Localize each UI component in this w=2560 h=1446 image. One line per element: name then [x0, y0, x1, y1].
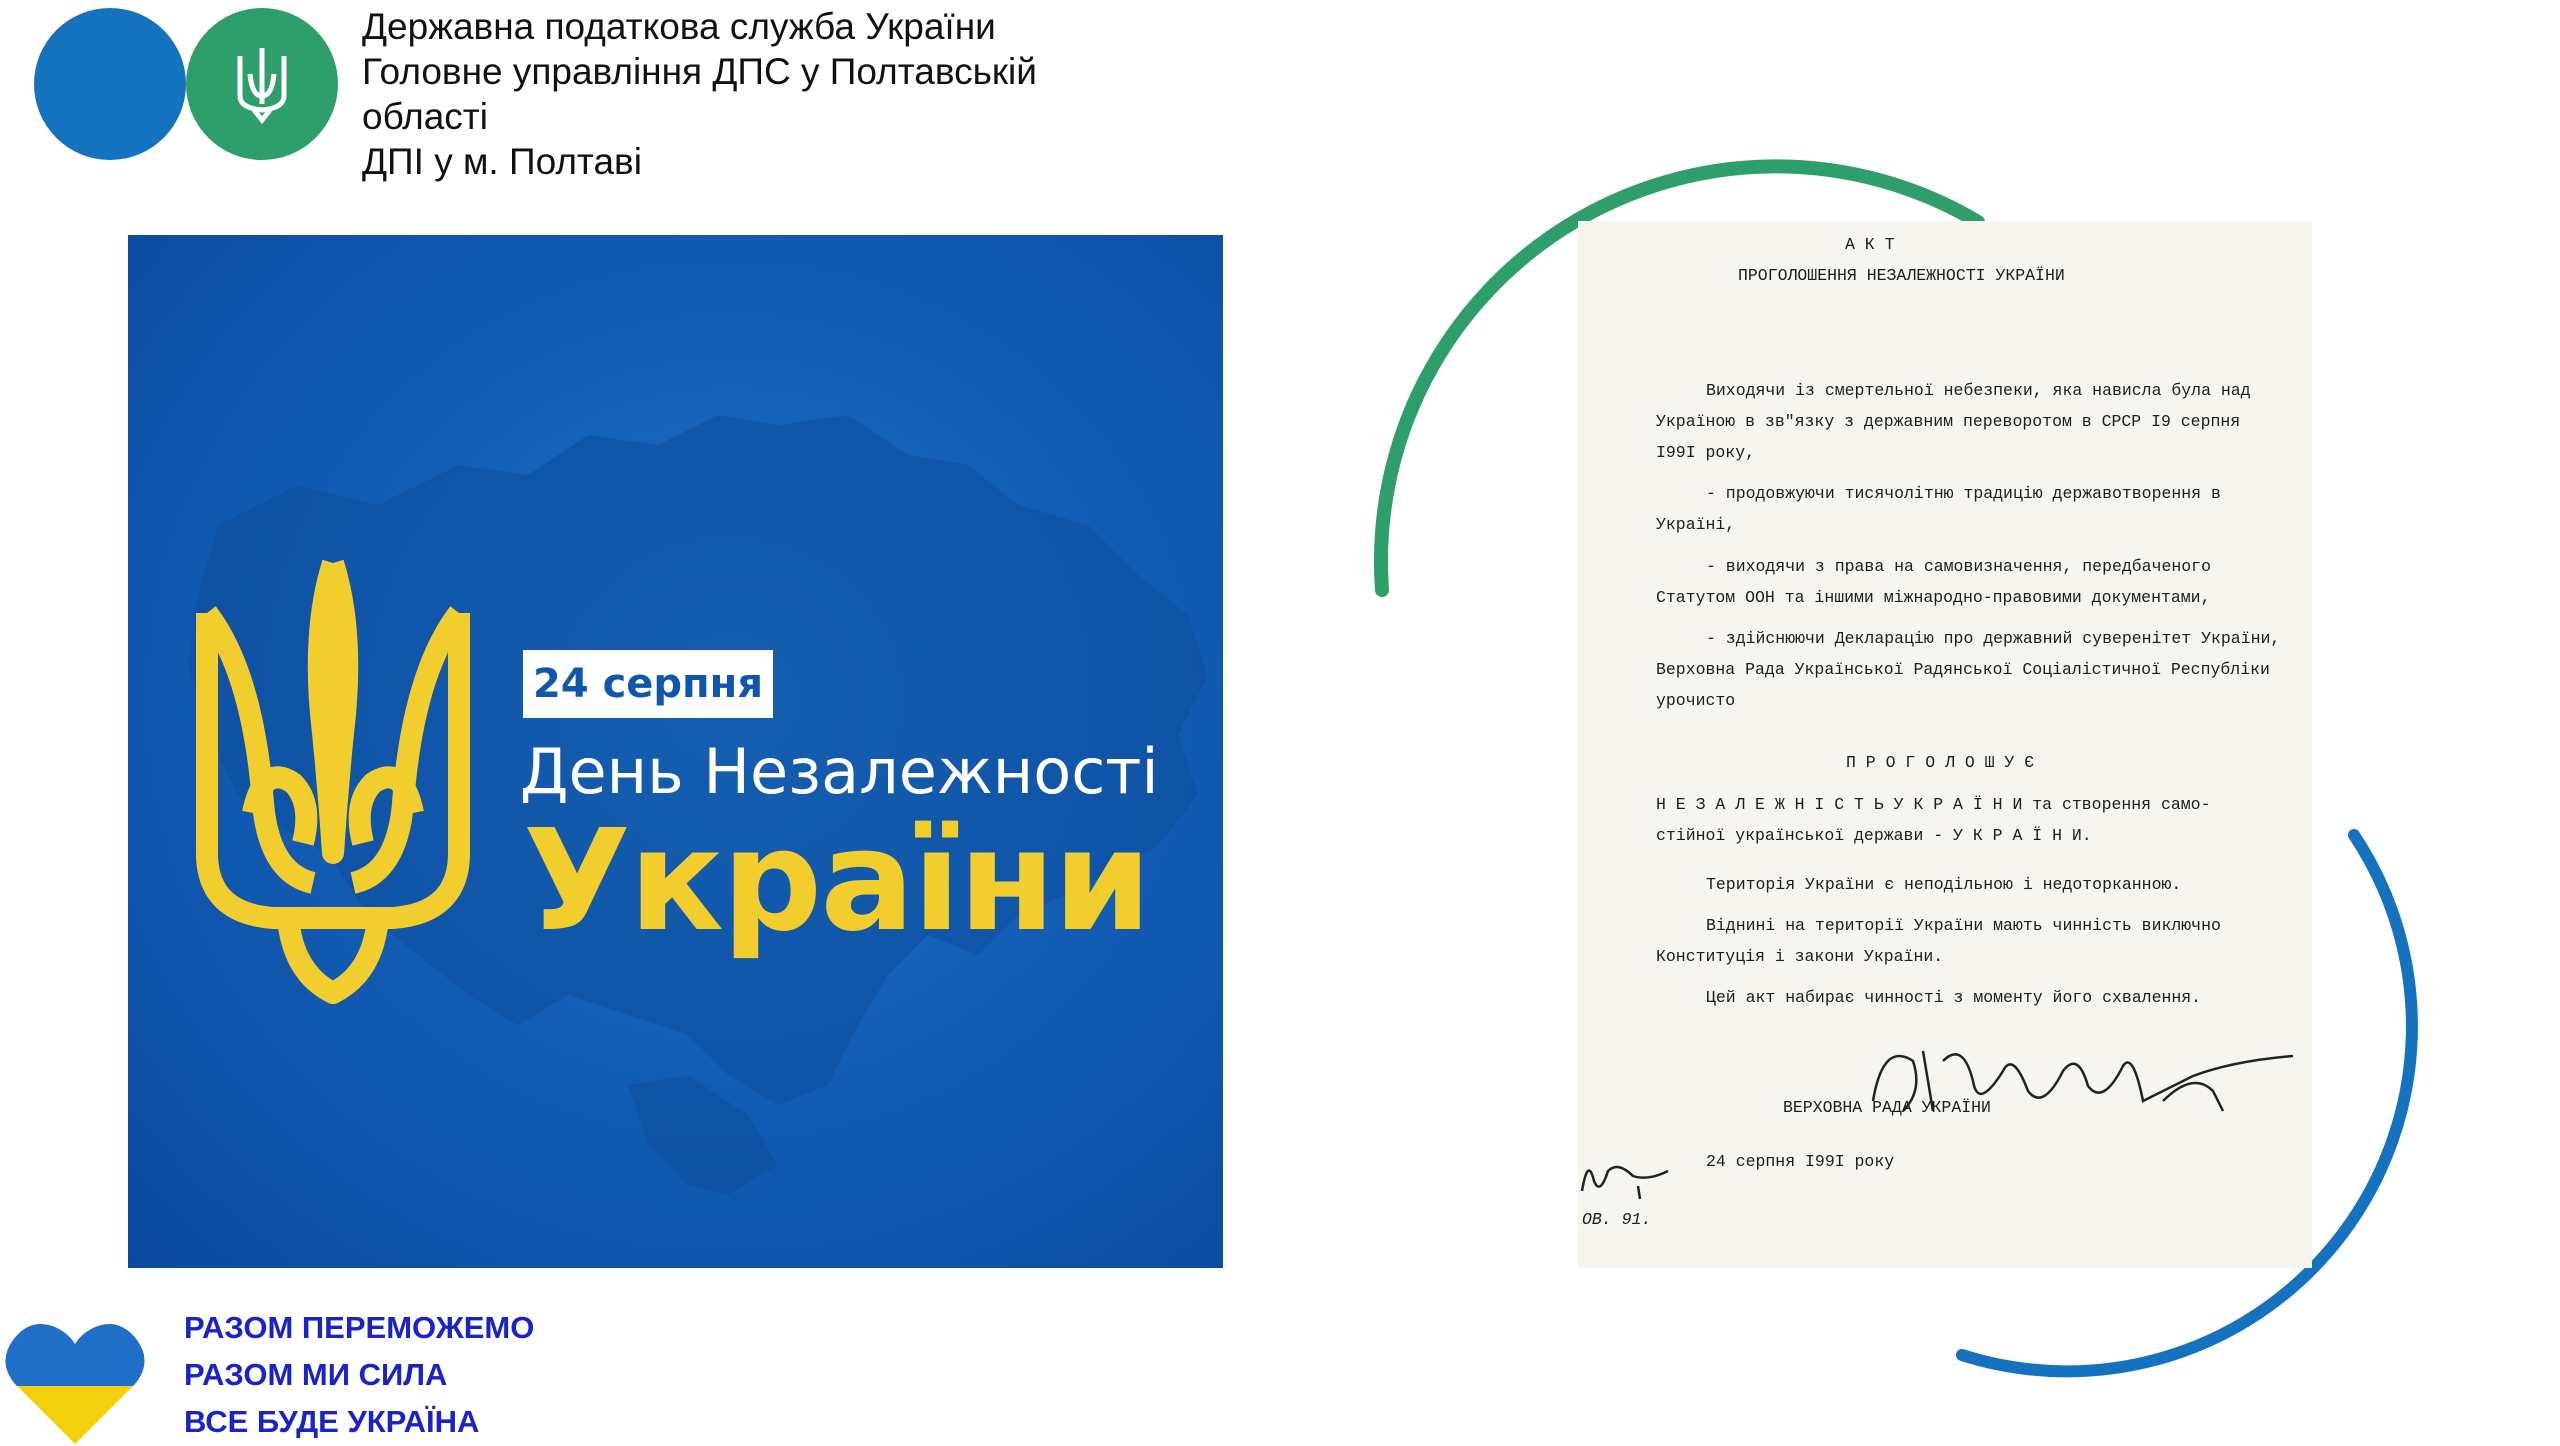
independence-act-document	[1578, 221, 2312, 1268]
heart-flag-icon	[5, 1322, 145, 1446]
doc-line: Територія України є неподільною і недоторканною.	[1706, 875, 2182, 894]
doc-line: - виходячи з права на самовизначення, передбаченого	[1706, 557, 2211, 576]
doc-line: Україні,	[1656, 515, 1736, 534]
dps-logo-blue-circle	[34, 8, 186, 160]
doc-signatory: ВЕРХОВНА РАДА УКРАЇНИ	[1783, 1098, 1991, 1117]
date-badge	[523, 650, 773, 718]
trident-icon	[234, 44, 290, 124]
date-label: 24 серпня	[532, 661, 764, 707]
org-line-2: Головне управління ДПС у Полтавській	[362, 51, 1037, 92]
organization-name	[362, 4, 1037, 184]
doc-line: стійної української держави - У К Р А Ї Н И.	[1656, 826, 2092, 845]
org-line-3: області	[362, 96, 488, 137]
doc-margin-note: ОВ. 91.	[1582, 1210, 1652, 1229]
slogan-line: РАЗОМ МИ СИЛА	[184, 1357, 448, 1392]
margin-signature-icon	[1578, 1151, 1678, 1201]
slogan-line: РАЗОМ ПЕРЕМОЖЕМО	[184, 1310, 535, 1345]
org-line-1: Державна податкова служба України	[362, 6, 996, 47]
independence-day-label: День Незалежності	[520, 735, 1159, 808]
doc-line: Україною в зв"язку з державним переворотом в СРСР I9 серпня	[1656, 412, 2241, 431]
doc-line: Н Е З А Л Е Ж Н І С Т Ь У К Р А Ї Н И та створення само-	[1656, 795, 2211, 814]
dps-logo-green-circle	[186, 8, 338, 160]
doc-line: - здійснюючи Декларацію про державний суверенітет України,	[1706, 629, 2281, 648]
doc-line: урочисто	[1656, 691, 1736, 710]
doc-line: Конституція і закони України.	[1656, 947, 1944, 966]
doc-line: - продовжуючи тисячолітню традицію державотворення в	[1706, 484, 2221, 503]
trident-emblem-icon	[193, 553, 473, 1013]
independence-day-poster	[128, 235, 1223, 1268]
doc-line: Цей акт набирає чинності з моменту його схвалення.	[1706, 988, 2202, 1007]
doc-line: Віднині на території України мають чинність виключно	[1706, 916, 2221, 935]
doc-line: I99I року,	[1656, 443, 1756, 462]
slogans	[184, 1304, 534, 1445]
doc-line: Статутом ООН та іншими міжнародно-правовими документами,	[1656, 588, 2211, 607]
doc-line: Виходячи із смертельної небезпеки, яка нависла була над	[1706, 381, 2251, 400]
doc-date: 24 серпня I99I року	[1706, 1152, 1895, 1171]
org-line-4: ДПІ у м. Полтаві	[362, 141, 642, 182]
doc-subtitle: ПРОГОЛОШЕННЯ НЕЗАЛЕЖНОСТІ УКРАЇНИ	[1738, 266, 2065, 285]
slogan-line: ВСЕ БУДЕ УКРАЇНА	[184, 1404, 480, 1439]
ukraine-label: України	[523, 800, 1150, 963]
doc-line: Верховна Рада Української Радянської Соціалістичної Республіки	[1656, 660, 2270, 679]
doc-proclaims: П Р О Г О Л О Ш У Є	[1846, 753, 2035, 772]
doc-title: А К Т	[1845, 235, 1895, 254]
